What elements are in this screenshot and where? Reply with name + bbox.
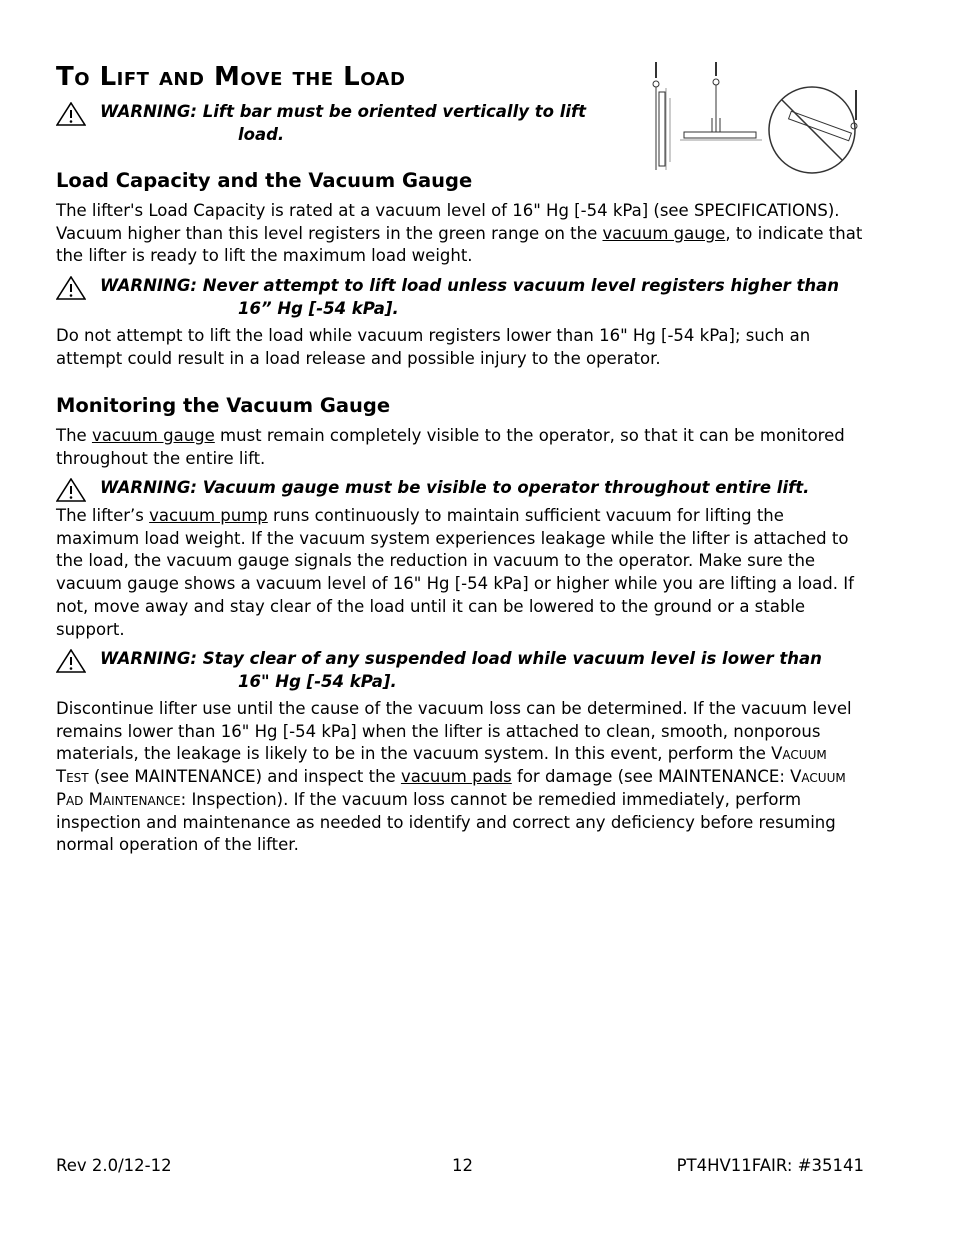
warning-text-continued: 16” Hg [-54 kPa]. xyxy=(238,299,399,318)
paragraph-text: , to indicate that the lifter is ready to lift the maximum load weight. xyxy=(56,223,863,266)
vacuum-test-reference: Vacuum Test xyxy=(56,744,827,787)
section-heading-load-capacity: Load Capacity and the Vacuum Gauge xyxy=(56,169,473,192)
section-heading-monitoring: Monitoring the Vacuum Gauge xyxy=(56,394,391,417)
paragraph-text: Discontinue lifter use until the cause of the vacuum loss can be determined. If the vacuum level remains lower than 16" Hg [-54 kPa] when the lifter is attached to clean, smooth, nonporous materials, the leakage is likely to be in the vacuum system. In this event, perform the xyxy=(56,699,852,764)
paragraph-text: for damage (see MAINTENANCE: xyxy=(511,767,791,787)
footer-page-number: 12 xyxy=(452,1156,473,1175)
paragraph-text: runs continuously to maintain sufficient vacuum for lifting the maximum load weight. If the vacuum system experiences leakage while the lifter is attached to the load, the vacuum gauge signals the reduction in vacuum to the operator. Make sure the vacuum gauge shows a vacuum level of 16" Hg [-54 kPa] or higher while you are lifting a load. If not, move away and stay clear of the load until it can be lowered to the ground or a stable support. xyxy=(56,506,854,639)
paragraph-discontinue-use xyxy=(56,698,864,857)
vacuum-pad-maintenance-reference: Vacuum Pad Maintenance xyxy=(56,767,846,809)
warning-vacuum-level xyxy=(56,274,864,320)
warning-text: WARNING: Lift bar must be oriented vertically to lift xyxy=(100,102,587,121)
paragraph-gauge-visible xyxy=(56,425,864,470)
warning-suspended-load xyxy=(56,647,864,693)
warning-text: WARNING: Stay clear of any suspended load while vacuum level is lower than xyxy=(100,649,822,668)
warning-gauge-visible xyxy=(56,476,864,500)
vacuum-gauge-link[interactable]: vacuum gauge xyxy=(602,223,726,243)
warning-text: WARNING: Never attempt to lift load unless vacuum level registers higher than xyxy=(100,276,840,295)
warning-text-continued: load. xyxy=(238,125,285,144)
footer-revision: Rev 2.0/12-12 xyxy=(56,1156,172,1175)
vacuum-pads-link[interactable]: vacuum pads xyxy=(400,767,512,787)
warning-triangle-icon xyxy=(56,276,86,300)
paragraph-text: The xyxy=(56,426,92,445)
paragraph-text: (see MAINTENANCE) and inspect the xyxy=(88,767,401,787)
page-title: To Lift and Move the Load xyxy=(56,62,406,92)
paragraph-text: must remain completely visible to the operator, so that it can be monitored throughout the entire lift. xyxy=(56,426,845,468)
warning-text: WARNING: Vacuum gauge must be visible to operator throughout entire lift. xyxy=(100,478,810,497)
warning-triangle-icon xyxy=(56,478,86,502)
warning-triangle-icon xyxy=(56,102,86,126)
paragraph-text: The lifter's Load Capacity is rated at a vacuum level of 16" Hg [-54 kPa] (see SPECIFICATIONS). Vacuum higher than this level registers in the green range on the xyxy=(56,201,840,243)
warning-lift-bar xyxy=(56,100,864,146)
paragraph-text: : Inspection). If the vacuum loss cannot be remedied immediately, perform inspection and maintenance as needed to identify and correct any deficiency before resuming normal operation of the lifter. xyxy=(56,789,836,855)
vacuum-gauge-link[interactable]: vacuum gauge xyxy=(91,426,215,445)
paragraph-text: The lifter’s xyxy=(56,506,150,525)
footer-model-number: PT4HV11FAIR: #35141 xyxy=(676,1156,864,1175)
vacuum-pump-link[interactable]: vacuum pump xyxy=(149,506,268,525)
paragraph-load-capacity xyxy=(56,200,864,268)
paragraph-do-not-lift: Do not attempt to lift the load while vacuum registers lower than 16" Hg [-54 kPa]; such an attempt could result in a load release and possible injury to the operator. xyxy=(56,326,811,368)
warning-text-continued: 16" Hg [-54 kPa]. xyxy=(238,672,397,691)
paragraph-vacuum-pump xyxy=(56,505,864,641)
warning-triangle-icon xyxy=(56,649,86,673)
